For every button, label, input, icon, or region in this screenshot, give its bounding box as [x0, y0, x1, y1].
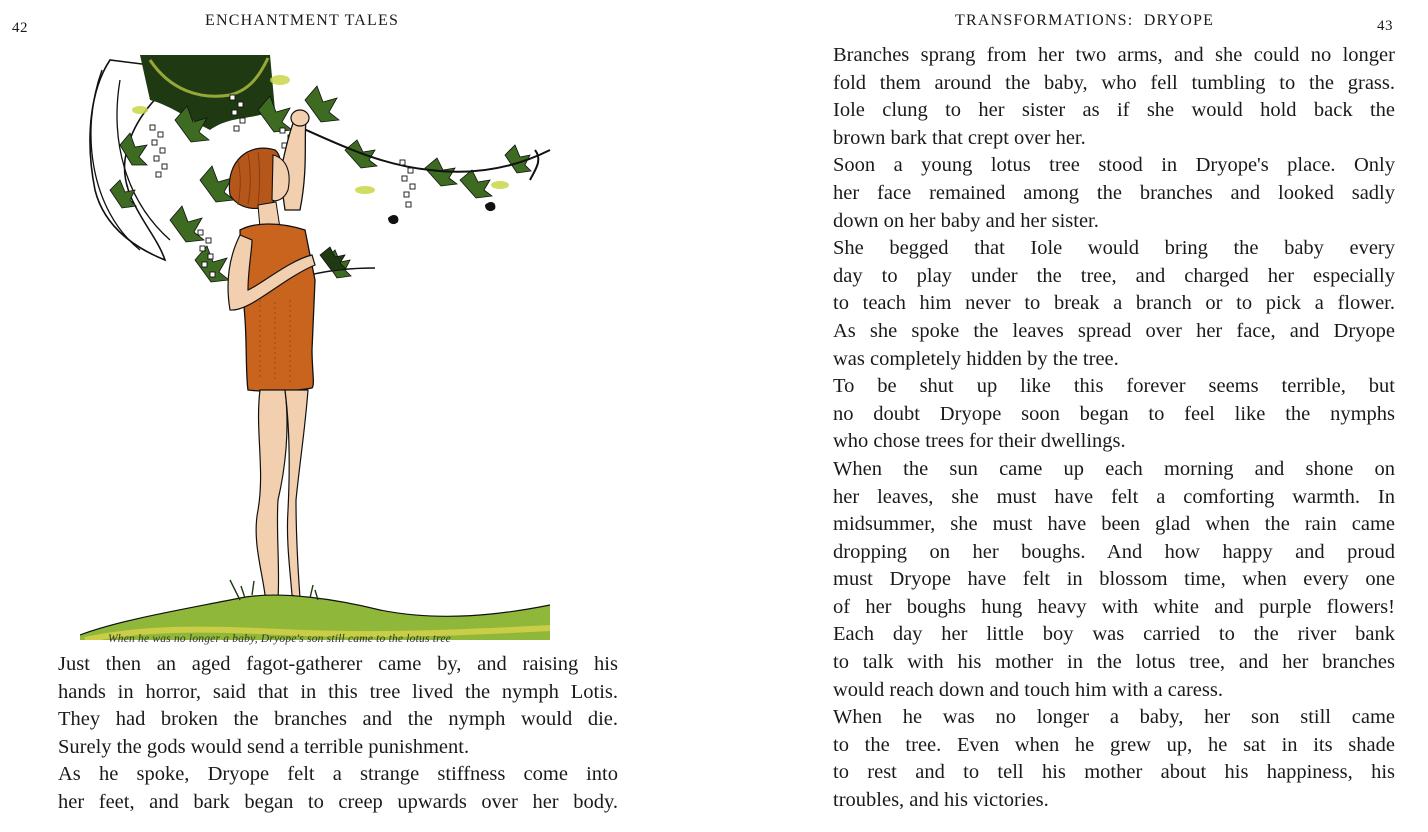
paragraph [795, 621, 1395, 704]
paragraph [795, 42, 1395, 97]
text-line: Branches sprang from her two arms, and she could no longer [833, 44, 1395, 66]
text-line: her leaves, she must have felt a comforting warmth. In [833, 485, 1395, 508]
text-line: dropping on her boughs. And how happy and proud [833, 540, 1395, 563]
text-line: who chose trees for their dwellings. [833, 430, 1126, 453]
paragraph [20, 651, 618, 761]
paragraph [795, 456, 1395, 622]
text-line: Iole clung to her sister as if she would hold back the [833, 99, 1395, 122]
text-line: Each day her little boy was carried to the river bank [833, 623, 1395, 646]
text-line: midsummer, she must have been glad when the rain came [833, 513, 1395, 536]
text-line: They had broken the branches and the nymph would die. [58, 708, 618, 731]
text-line: fold them around the baby, who fell tumbling to the grass. [833, 71, 1395, 94]
text-line: When he was no longer a baby, her son still came [833, 706, 1395, 729]
text-line: Just then an aged fagot-gatherer came by, and raising his [58, 653, 618, 675]
illustration [80, 50, 560, 640]
text-line: day to play under the tree, and charged her especially [833, 264, 1395, 287]
text-line: to the tree. Even when he grew up, he sat in its shade [833, 733, 1395, 756]
lotus-tree-girl-illustration [80, 50, 560, 640]
paragraph [795, 235, 1395, 373]
text-line: To be shut up like this forever seems terrible, but [833, 375, 1395, 398]
text-line: to teach him never to break a branch or to pick a flower. [833, 292, 1395, 315]
text-line: her face remained among the branches and looked sadly [833, 181, 1395, 204]
text-line: no doubt Dryope soon began to feel like the nymphs [833, 402, 1395, 425]
text-line: When the sun came up each morning and shone on [833, 457, 1395, 480]
text-line: troubles, and his victories. [833, 789, 1049, 812]
text-line: As he spoke, Dryope felt a strange stiffness come into [58, 763, 618, 786]
running-head-right: TRANSFORMATIONS: DRYOPE [955, 12, 1215, 29]
text-line: to rest and to tell his mother about his happiness, his [833, 761, 1395, 784]
running-head-left: ENCHANTMENT TALES [205, 12, 400, 29]
text-line: hands in horror, said that in this tree lived the nymph Lotis. [58, 680, 618, 703]
text-line: Surely the gods would send a terrible punishment. [58, 735, 470, 758]
page-number-left: 42 [12, 20, 28, 36]
text-line: would reach down and touch him with a caress. [833, 678, 1223, 701]
paragraph [795, 704, 1395, 814]
left-body-text [20, 651, 618, 817]
paragraph [795, 373, 1395, 456]
paragraph [795, 152, 1395, 235]
text-line: Soon a young lotus tree stood in Dryope's place. Only [833, 154, 1395, 177]
left-page [0, 0, 660, 832]
text-line: to talk with his mother in the lotus tree, and her branches [833, 651, 1395, 674]
text-line: must Dryope have felt in blossom time, when every one [833, 568, 1395, 591]
text-line: brown bark that crept over her. [833, 126, 1086, 149]
paragraph [795, 97, 1395, 152]
text-line: was completely hidden by the tree. [833, 347, 1119, 370]
right-body-text [795, 42, 1395, 815]
text-line: She begged that Iole would bring the baby every [833, 237, 1395, 260]
text-line: of her boughs hung heavy with white and purple flowers! [833, 595, 1395, 618]
illustration-caption: When he was no longer a baby, Dryope's son still came to the lotus tree [108, 633, 451, 645]
right-page [714, 0, 1428, 832]
text-line: down on her baby and her sister. [833, 209, 1099, 232]
paragraph [20, 761, 618, 816]
page-number-right: 43 [1377, 18, 1393, 34]
text-line: her feet, and bark began to creep upwards over her body. [58, 790, 618, 813]
text-line: As she spoke the leaves spread over her face, and Dryope [833, 319, 1395, 342]
